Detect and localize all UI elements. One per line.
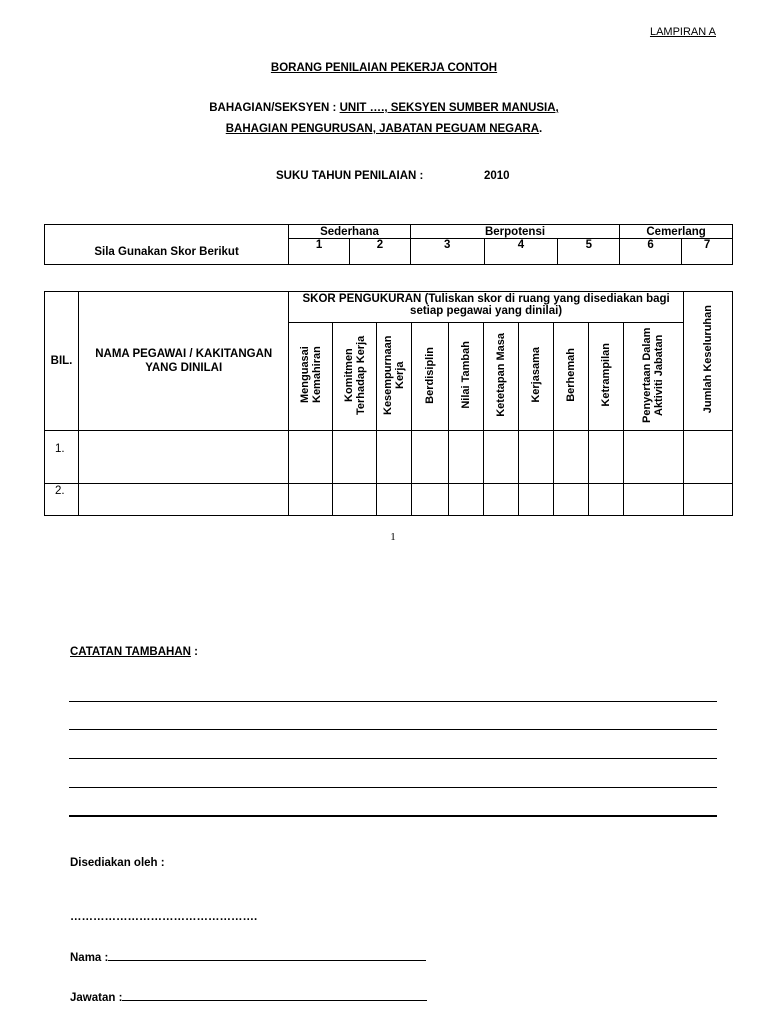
legend-score-6: 6 (620, 239, 682, 265)
employee-name-cell[interactable] (79, 484, 289, 516)
legend-group-sederhana: Sederhana (289, 225, 411, 239)
criterion-label: Penyertaan Dalam Aktiviti Jabatan (641, 327, 666, 423)
legend-score-5: 5 (558, 239, 620, 265)
criterion-header (588, 323, 623, 431)
score-cell[interactable] (518, 431, 553, 484)
criterion-header (333, 323, 377, 431)
total-cell[interactable] (683, 484, 732, 516)
criterion-header (623, 323, 683, 431)
legend-instruction: Sila Gunakan Skor Berikut (45, 225, 289, 265)
prepared-by-label: Disediakan oleh : (70, 857, 165, 869)
criterion-label: Kerjasama (529, 347, 542, 403)
legend-score-1: 1 (289, 239, 350, 265)
notes-line[interactable] (69, 758, 717, 759)
notes-label: CATATAN TAMBAHAN (70, 646, 191, 658)
row-number: 2. (45, 484, 79, 516)
criterion-label: Ketrampilan (599, 343, 612, 407)
score-cell[interactable] (448, 484, 483, 516)
criterion-label: Menguasai Kemahiran (298, 346, 323, 404)
criterion-header (289, 323, 333, 431)
total-header-text: Jumlah Keseluruhan (701, 305, 714, 414)
score-cell[interactable] (448, 431, 483, 484)
table-row (45, 484, 733, 516)
score-legend-table (44, 224, 733, 265)
legend-score-7: 7 (682, 239, 733, 265)
section-value-2: BAHAGIAN PENGURUSAN, JABATAN PEGUAM NEGARA (225, 123, 540, 135)
assessment-quarter-label: SUKU TAHUN PENILAIAN : (276, 170, 424, 182)
notes-line[interactable] (69, 701, 717, 702)
criterion-label: Berdisiplin (423, 346, 436, 404)
score-cell[interactable] (553, 431, 588, 484)
row-number: 1. (45, 431, 79, 484)
signature-dots[interactable]: …………………………………………. (70, 911, 258, 923)
section-end: . (539, 123, 543, 135)
bil-header: BIL. (45, 292, 79, 431)
criterion-header (483, 323, 518, 431)
position-label: Jawatan : (70, 992, 123, 1004)
form-title: BORANG PENILAIAN PEKERJA CONTOH (270, 62, 498, 74)
employee-name-cell[interactable] (79, 431, 289, 484)
criterion-header (411, 323, 448, 431)
total-header (683, 292, 732, 431)
criterion-header (377, 323, 411, 431)
notes-heading (70, 646, 198, 658)
name-label: Nama : (70, 952, 109, 964)
position-field (70, 990, 427, 1004)
assessment-table (44, 291, 733, 516)
score-cell[interactable] (483, 484, 518, 516)
criterion-label: Nilai Tambah (459, 341, 472, 409)
employee-name-header: NAMA PEGAWAI / KAKITANGAN YANG DINILAI (79, 292, 289, 431)
score-cell[interactable] (333, 431, 377, 484)
legend-score-2: 2 (350, 239, 411, 265)
criterion-label: Komitmen Terhadap Kerja (342, 335, 367, 415)
criterion-header (518, 323, 553, 431)
score-cell[interactable] (289, 484, 333, 516)
score-heading: SKOR PENGUKURAN (Tuliskan skor di ruang yang disediakan bagi setiap pegawai yang dinilai) (289, 292, 684, 323)
appendix-label: LAMPIRAN A (649, 26, 716, 38)
section-line-2 (0, 123, 768, 135)
criterion-label: Kesempurnaan Kerja (381, 335, 406, 415)
section-value-1: UNIT …., SEKSYEN SUMBER MANUSIA, (339, 102, 559, 114)
notes-line[interactable] (69, 787, 717, 788)
legend-group-cemerlang: Cemerlang (620, 225, 733, 239)
criterion-label: Berhemah (564, 348, 577, 402)
score-cell[interactable] (377, 431, 411, 484)
score-cell[interactable] (588, 431, 623, 484)
score-cell[interactable] (518, 484, 553, 516)
score-cell[interactable] (411, 431, 448, 484)
legend-score-3: 3 (410, 239, 484, 265)
score-cell[interactable] (588, 484, 623, 516)
score-cell[interactable] (553, 484, 588, 516)
score-cell[interactable] (411, 484, 448, 516)
legend-group-berpotensi: Berpotensi (410, 225, 619, 239)
total-cell[interactable] (683, 431, 732, 484)
page-number: 1 (390, 531, 396, 543)
notes-line[interactable] (69, 815, 717, 817)
score-cell[interactable] (377, 484, 411, 516)
legend-score-4: 4 (484, 239, 558, 265)
score-cell[interactable] (333, 484, 377, 516)
score-cell[interactable] (623, 431, 683, 484)
name-field (70, 950, 426, 964)
criterion-label: Ketetapan Masa (494, 333, 507, 417)
criterion-header (553, 323, 588, 431)
score-cell[interactable] (623, 484, 683, 516)
notes-colon: : (190, 646, 198, 658)
section-line-1 (0, 102, 768, 114)
section-label: BAHAGIAN/SEKSYEN : (209, 102, 340, 114)
name-input-line[interactable] (108, 950, 426, 961)
assessment-year: 2010 (484, 170, 510, 182)
score-cell[interactable] (289, 431, 333, 484)
notes-line[interactable] (69, 729, 717, 730)
table-row (45, 431, 733, 484)
score-cell[interactable] (483, 431, 518, 484)
position-input-line[interactable] (122, 990, 427, 1001)
criterion-header (448, 323, 483, 431)
